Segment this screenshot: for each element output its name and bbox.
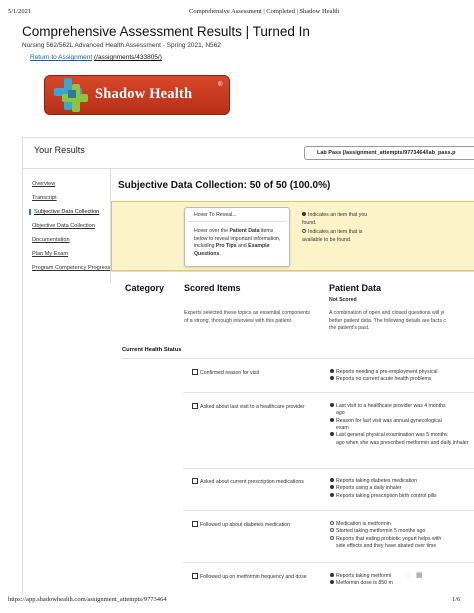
- filled-dot-icon: [330, 493, 334, 497]
- list-item[interactable]: Reason for last visit was annual gynecological: [330, 418, 474, 425]
- return-link[interactable]: Return to Assignment: [30, 54, 93, 61]
- open-dot-icon: [330, 528, 334, 532]
- nav-plan-my-exam[interactable]: Plan My Exam: [32, 251, 69, 257]
- checkbox-icon: [192, 403, 198, 409]
- checkbox-icon: [192, 478, 198, 484]
- row-divider: [183, 562, 474, 563]
- return-path[interactable]: (/assignments/433805/): [93, 54, 162, 61]
- filled-dot-icon: [302, 212, 306, 216]
- return-to-assignment[interactable]: [30, 54, 162, 61]
- checkbox-icon: [192, 573, 198, 579]
- page-title: Comprehensive Assessment Results | Turned In: [22, 24, 310, 39]
- patient-data-list: [330, 369, 474, 384]
- open-dot-icon: [330, 521, 334, 525]
- list-item-continued: exam: [336, 424, 349, 431]
- print-page-title: Comprehensive Assessment | Completed | Shadow Health: [189, 8, 340, 15]
- hover-instructions-box: [111, 201, 474, 271]
- nav-objective-data-collection[interactable]: Objective Data Collection: [32, 223, 95, 229]
- scored-item: Followed up on metformin frequency and dose: [192, 573, 307, 580]
- nav-program-competency-progress[interactable]: Program Competency Progress: [32, 265, 111, 271]
- list-item[interactable]: Medication is metformin: [330, 521, 474, 528]
- shadow-health-logo-mark: [50, 76, 96, 116]
- logo-registered-mark: ®: [218, 82, 223, 88]
- filled-dot-icon: [330, 478, 334, 482]
- scored-item: Asked about current prescription medications: [192, 478, 304, 485]
- hover-card-text: Hover over the Patient Data items below to reveal important information, including Pro Tips and Example Questions.: [194, 228, 281, 257]
- filled-dot-icon: [330, 369, 334, 373]
- info-icon[interactable]: ◌: [406, 572, 411, 579]
- nav-subjective-data-collection[interactable]: Subjective Data Collection: [29, 209, 99, 215]
- list-item-continued: side effects and they have abated over time: [336, 543, 437, 550]
- list-item[interactable]: Reports taking prescription birth control pills: [330, 493, 474, 500]
- patient-data-list: [330, 573, 406, 588]
- trash-icon[interactable]: ▦: [416, 572, 423, 579]
- filled-dot-icon: [330, 432, 334, 436]
- patient-data-description: A combination of open and closed questions will yi better patient data. The following details are facts c the patient's past.: [329, 310, 446, 332]
- legend-available: Indicates an item that is available to be found.: [302, 229, 363, 243]
- open-dot-icon: [330, 536, 334, 540]
- filled-dot-icon: [330, 485, 334, 489]
- lab-pass-button[interactable]: Lab Pass (/assignment_attempts/9773464/lab_pass.p: [304, 146, 474, 160]
- nav-overview[interactable]: Overview: [32, 181, 56, 187]
- row-divider: [183, 510, 474, 511]
- print-url: https://app.shadowhealth.com/assignment_attempts/9773464: [8, 596, 167, 603]
- list-item[interactable]: Reports using a daily inhaler: [330, 485, 474, 492]
- category-column-header: Category: [125, 283, 165, 293]
- row-divider: [183, 392, 474, 393]
- legend-found: Indicates an item that you found.: [302, 212, 368, 226]
- nav-documentation[interactable]: Documentation: [32, 237, 70, 243]
- patient-data-list: [330, 403, 474, 447]
- list-item[interactable]: Reports needing a pre-employment physical: [330, 369, 474, 376]
- list-item[interactable]: Last general physical examination was 5 months: [330, 432, 474, 439]
- print-page-number: 1/6: [452, 596, 461, 603]
- patient-data-list: [330, 478, 474, 500]
- filled-dot-icon: [330, 573, 334, 577]
- tooltip-icons: [406, 571, 423, 579]
- list-item[interactable]: Reports taking diabetes medication: [330, 478, 474, 485]
- patient-data-column-header: Patient Data: [329, 283, 382, 293]
- patient-data-list: [330, 521, 474, 550]
- filled-dot-icon: [330, 376, 334, 380]
- category-current-health-status: Current Health Status: [122, 347, 182, 353]
- list-item-continued: ago: [336, 410, 345, 417]
- table-divider: [122, 358, 474, 359]
- scored-item: Asked about last visit to a healthcare provider: [192, 403, 305, 410]
- list-item[interactable]: Started taking metformin 5 months ago: [330, 528, 474, 535]
- scored-item: Confirmed reason for visit: [192, 369, 259, 376]
- hover-box-divider: [111, 271, 474, 272]
- filled-dot-icon: [330, 403, 334, 407]
- filled-dot-icon: [330, 580, 334, 584]
- checkbox-icon: [192, 369, 198, 375]
- scored-item: Followed up about diabetes medication: [192, 521, 290, 528]
- checkbox-icon: [192, 521, 198, 527]
- filled-dot-icon: [330, 418, 334, 422]
- logo-wordmark: Shadow Health: [95, 86, 193, 102]
- list-item[interactable]: Metformin dose is 850 m: [330, 580, 406, 587]
- open-dot-icon: [302, 229, 306, 233]
- list-item-continued: ago when she was prescribed metformin and daily inhaler: [336, 439, 469, 446]
- list-item[interactable]: Reports that eating probiotic yogurt helps with: [330, 536, 474, 543]
- panel-divider: [22, 168, 474, 169]
- list-item[interactable]: Reports no current acute health problems: [330, 376, 474, 383]
- print-date: 5/1/2021: [8, 8, 32, 15]
- list-item[interactable]: Reports taking metformi: [330, 573, 406, 580]
- hover-card-heading: Hover To Reveal...: [194, 212, 237, 218]
- course-name: Nursing 562/562L Advanced Health Assessment - Spring 2021, N562: [22, 42, 221, 49]
- scored-items-description: Experts selected these topics as essential components of a strong, thorough interview with this patient.: [184, 310, 311, 324]
- row-divider: [183, 468, 474, 469]
- hover-card-divider: [188, 221, 286, 222]
- not-scored-label: Not Scored: [329, 297, 357, 303]
- nav-transcript[interactable]: Transcript: [32, 195, 57, 201]
- scored-items-column-header: Scored Items: [184, 283, 241, 293]
- list-item[interactable]: Last visit to a healthcare provider was 4 months: [330, 403, 474, 410]
- results-heading: Your Results: [34, 145, 85, 155]
- section-title: Subjective Data Collection: 50 of 50 (100.0%): [118, 180, 331, 191]
